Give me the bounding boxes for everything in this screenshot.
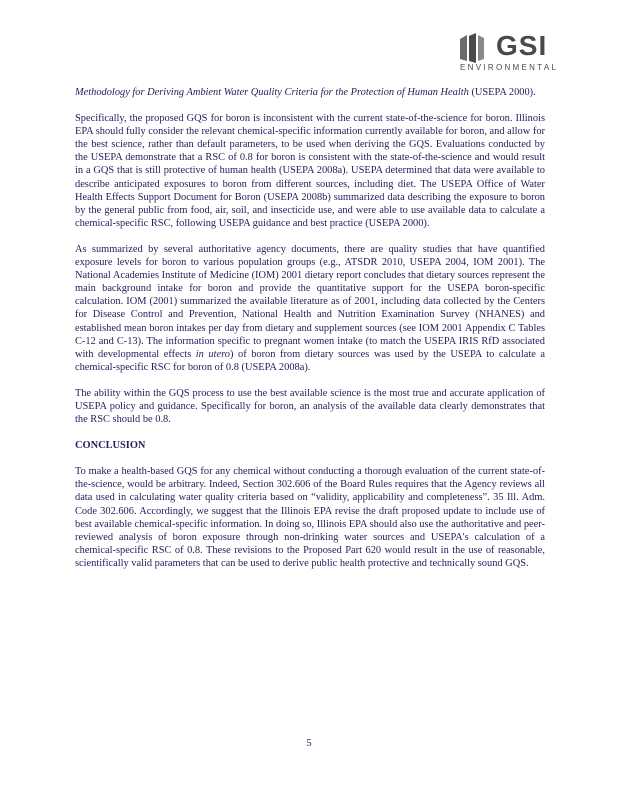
paragraph-2-text-b: ) of boron from dietary sources was used by the USEPA to calculate a chemical-specific RSC for boron of 0.8 (USEPA 2008a). [75,348,545,373]
citation-rest: (USEPA 2000). [468,87,536,98]
logo-name: GSI [496,30,548,61]
paragraph-2-text-a: As summarized by several authoritative agency documents, there are quality studies that have quantified exposure levels for boron to various population groups (e.g., ATSDR 2010, USEPA 2004, IOM 2001). The National Academies Institute of Medicine (IOM) 2001 dietary report concludes that dietary sources represent the main background intake for boron and provide the quantitative support for the USEPA boron-specific calculation. IOM (2001) summarized the available literature as of 2001, including data collected by the Centers for Disease Control and Prevention, National Health and Nutrition Examination Survey (NHANES) and established mean boron intakes per day from dietary and supplement sources (see IOM 2001 Appendix C Tables C-12 and C-13). The information specific to pregnant women intake (to match the USEPA IRIS RfD associated with developmental effects [75,243,545,360]
citation-paragraph [75,86,545,99]
page-number: 5 [306,738,312,749]
paragraph-3: The ability within the GQS process to use the best available science is the most true and accurate application of USEPA policy and guidance. Specifically for boron, an analysis of the available data clearly demonstrates that the RSC should be 0.8. [75,387,545,426]
paragraph-2-italic: in utero [195,348,230,360]
document-body [75,86,545,583]
gsi-columns-logo-icon [458,33,490,63]
gsi-logo [458,30,576,75]
paragraph-2 [75,243,545,374]
paragraph-1: Specifically, the proposed GQS for boron is inconsistent with the current state-of-the-science for boron. Illinois EPA should fully consider the relevant chemical-specific information currently available for boron, and allow for the best science, rather than default parameters, to be used when deriving the GQS. Evaluations conducted by the USEPA demonstrate that a RSC of 0.8 for boron is consistent with the state-of-the-science and would result in a GQS that is still protective of human health (USEPA 2008a). USEPA determined that data were available to describe anticipated exposures to boron from different sources, including diet. The USEPA Office of Water Health Effects Support Document for Boron (USEPA 2008b) summarized data describing the exposure to boron by the general public from food, air, soil, and insecticide use, and were able to use available data to calculate a chemical-specific RSC, following USEPA guidance and best practice (USEPA 2000). [75,113,545,229]
citation-title: Methodology for Deriving Ambient Water Quality Criteria for the Protection of Human Health [75,87,469,98]
paragraph-4: To make a health-based GQS for any chemical without conducting a thorough evaluation of the current state-of-the-science, would be arbitrary. Indeed, Section 302.606 of the Board Rules requires that the Agency reviews all data used in calculating water quality criteria based on “validity, applicability and completeness”. 35 Ill. Adm. Code 302.606. Accordingly, we suggest that the Illinois EPA revise the draft proposed update to include use of best available chemical-specific information. In doing so, Illinois EPA should also use the authoritative and peer-reviewed analysis of boron exposure through non-drinking water sources and USEPA's calculation of a chemical-specific RSC of 0.8. These revisions to the Proposed Part 620 would result in the use of reasonable, scientifically valid parameters that can be used to derive public health protective and technically sound GQS. [75,466,545,569]
section-heading: CONCLUSION [75,440,146,452]
logo-subtitle: ENVIRONMENTAL [460,63,559,72]
